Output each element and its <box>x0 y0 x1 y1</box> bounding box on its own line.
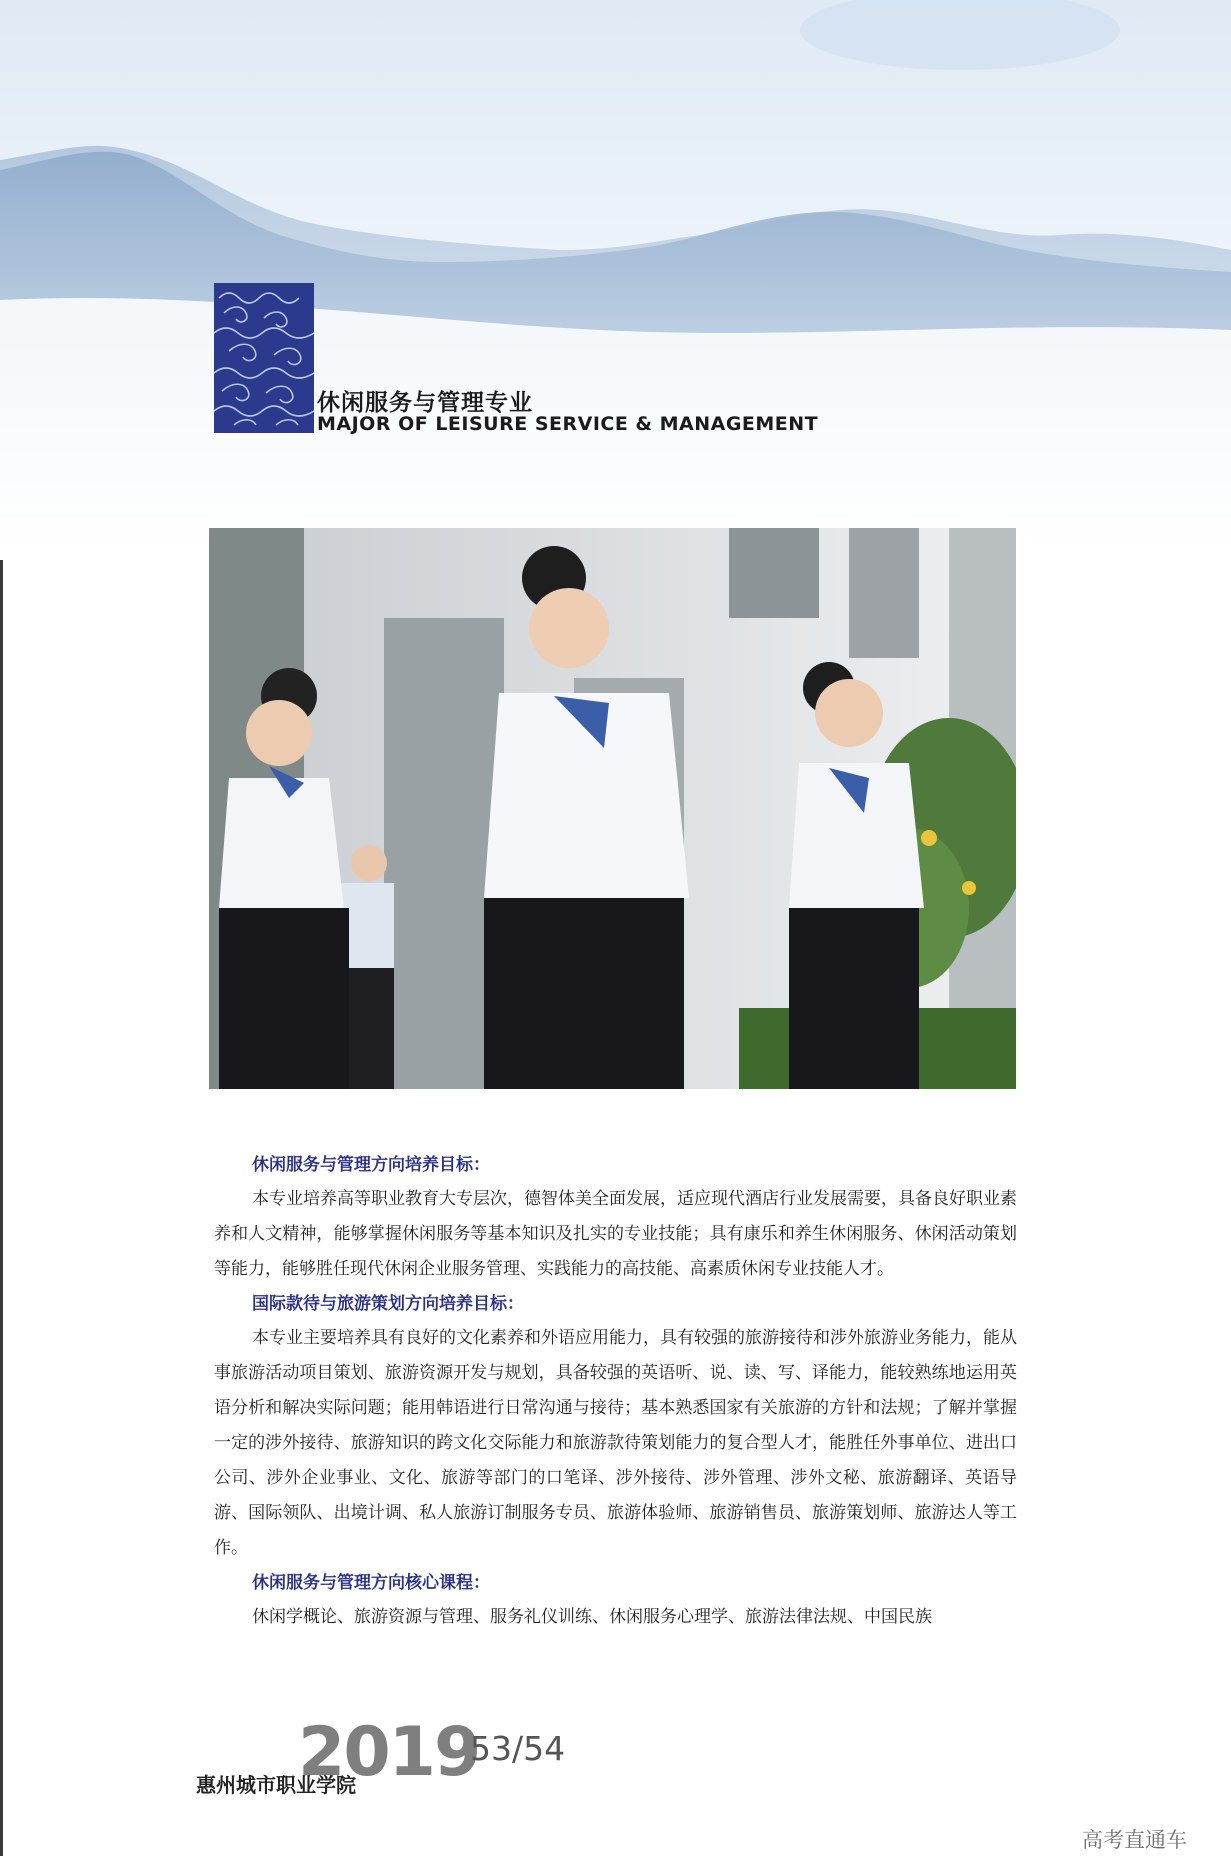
cloud-pattern-icon <box>214 283 314 433</box>
section-body-hospitality-goal: 本专业主要培养具有良好的文化素养和外语应用能力，具有较强的旅游接待和涉外旅游业务能力，能从事旅游活动项目策划、旅游资源开发与规划，具备较强的英语听、说、读、写、译能力，能较熟练地运用英语分析和解决实际问题；能用韩语进行日常沟通与接待；基本熟悉国家有关旅游的方针和法规；了解并掌握一定的涉外接待、旅游知识的跨文化交际能力和旅游款待策划能力的复合型人才，能胜任外事单位、进出口公司、涉外企业事业、文化、旅游等部门的口笔译、涉外接待、涉外管理、涉外文秘、旅游翻译、英语导游、国际领队、出境计调、私人旅游订制服务专员、旅游体验师、旅游销售员、旅游策划师、旅游达人等工作。 <box>214 1328 1017 1558</box>
school-name: 惠州城市职业学院 <box>196 1773 356 1797</box>
section-body-core-courses: 休闲学概论、旅游资源与管理、服务礼仪训练、休闲服务心理学、旅游法律法规、中国民族 <box>252 1607 932 1627</box>
section-body-leisure-goal: 本专业培养高等职业教育大专层次，德智体美全面发展，适应现代酒店行业发展需要，具备良好职业素养和人文精神，能够掌握休闲服务等基本知识及扎实的专业技能；具有康乐和养生休闲服务、休闲活动策划等能力，能够胜任现代休闲企业服务管理、实践能力的高技能、高素质休闲专业技能人才。 <box>214 1189 1017 1279</box>
mountain-landscape-background <box>0 0 1231 560</box>
section-heading-hospitality-goal: 国际款待与旅游策划方向培养目标： <box>252 1294 524 1314</box>
section-heading-core-courses: 休闲服务与管理方向核心课程： <box>252 1573 490 1593</box>
major-title-chinese: 休闲服务与管理专业 <box>317 390 533 416</box>
section-heading-leisure-goal: 休闲服务与管理方向培养目标： <box>252 1155 490 1175</box>
footer-year: 2019 <box>298 1713 480 1792</box>
program-description <box>214 1148 1017 1635</box>
major-title-english: MAJOR OF LEISURE SERVICE & MANAGEMENT <box>317 413 819 435</box>
page-number: 53/54 <box>470 1729 566 1768</box>
students-in-uniform-photo <box>209 528 1016 1089</box>
watermark-text: 高考直通车 <box>1082 1828 1187 1852</box>
